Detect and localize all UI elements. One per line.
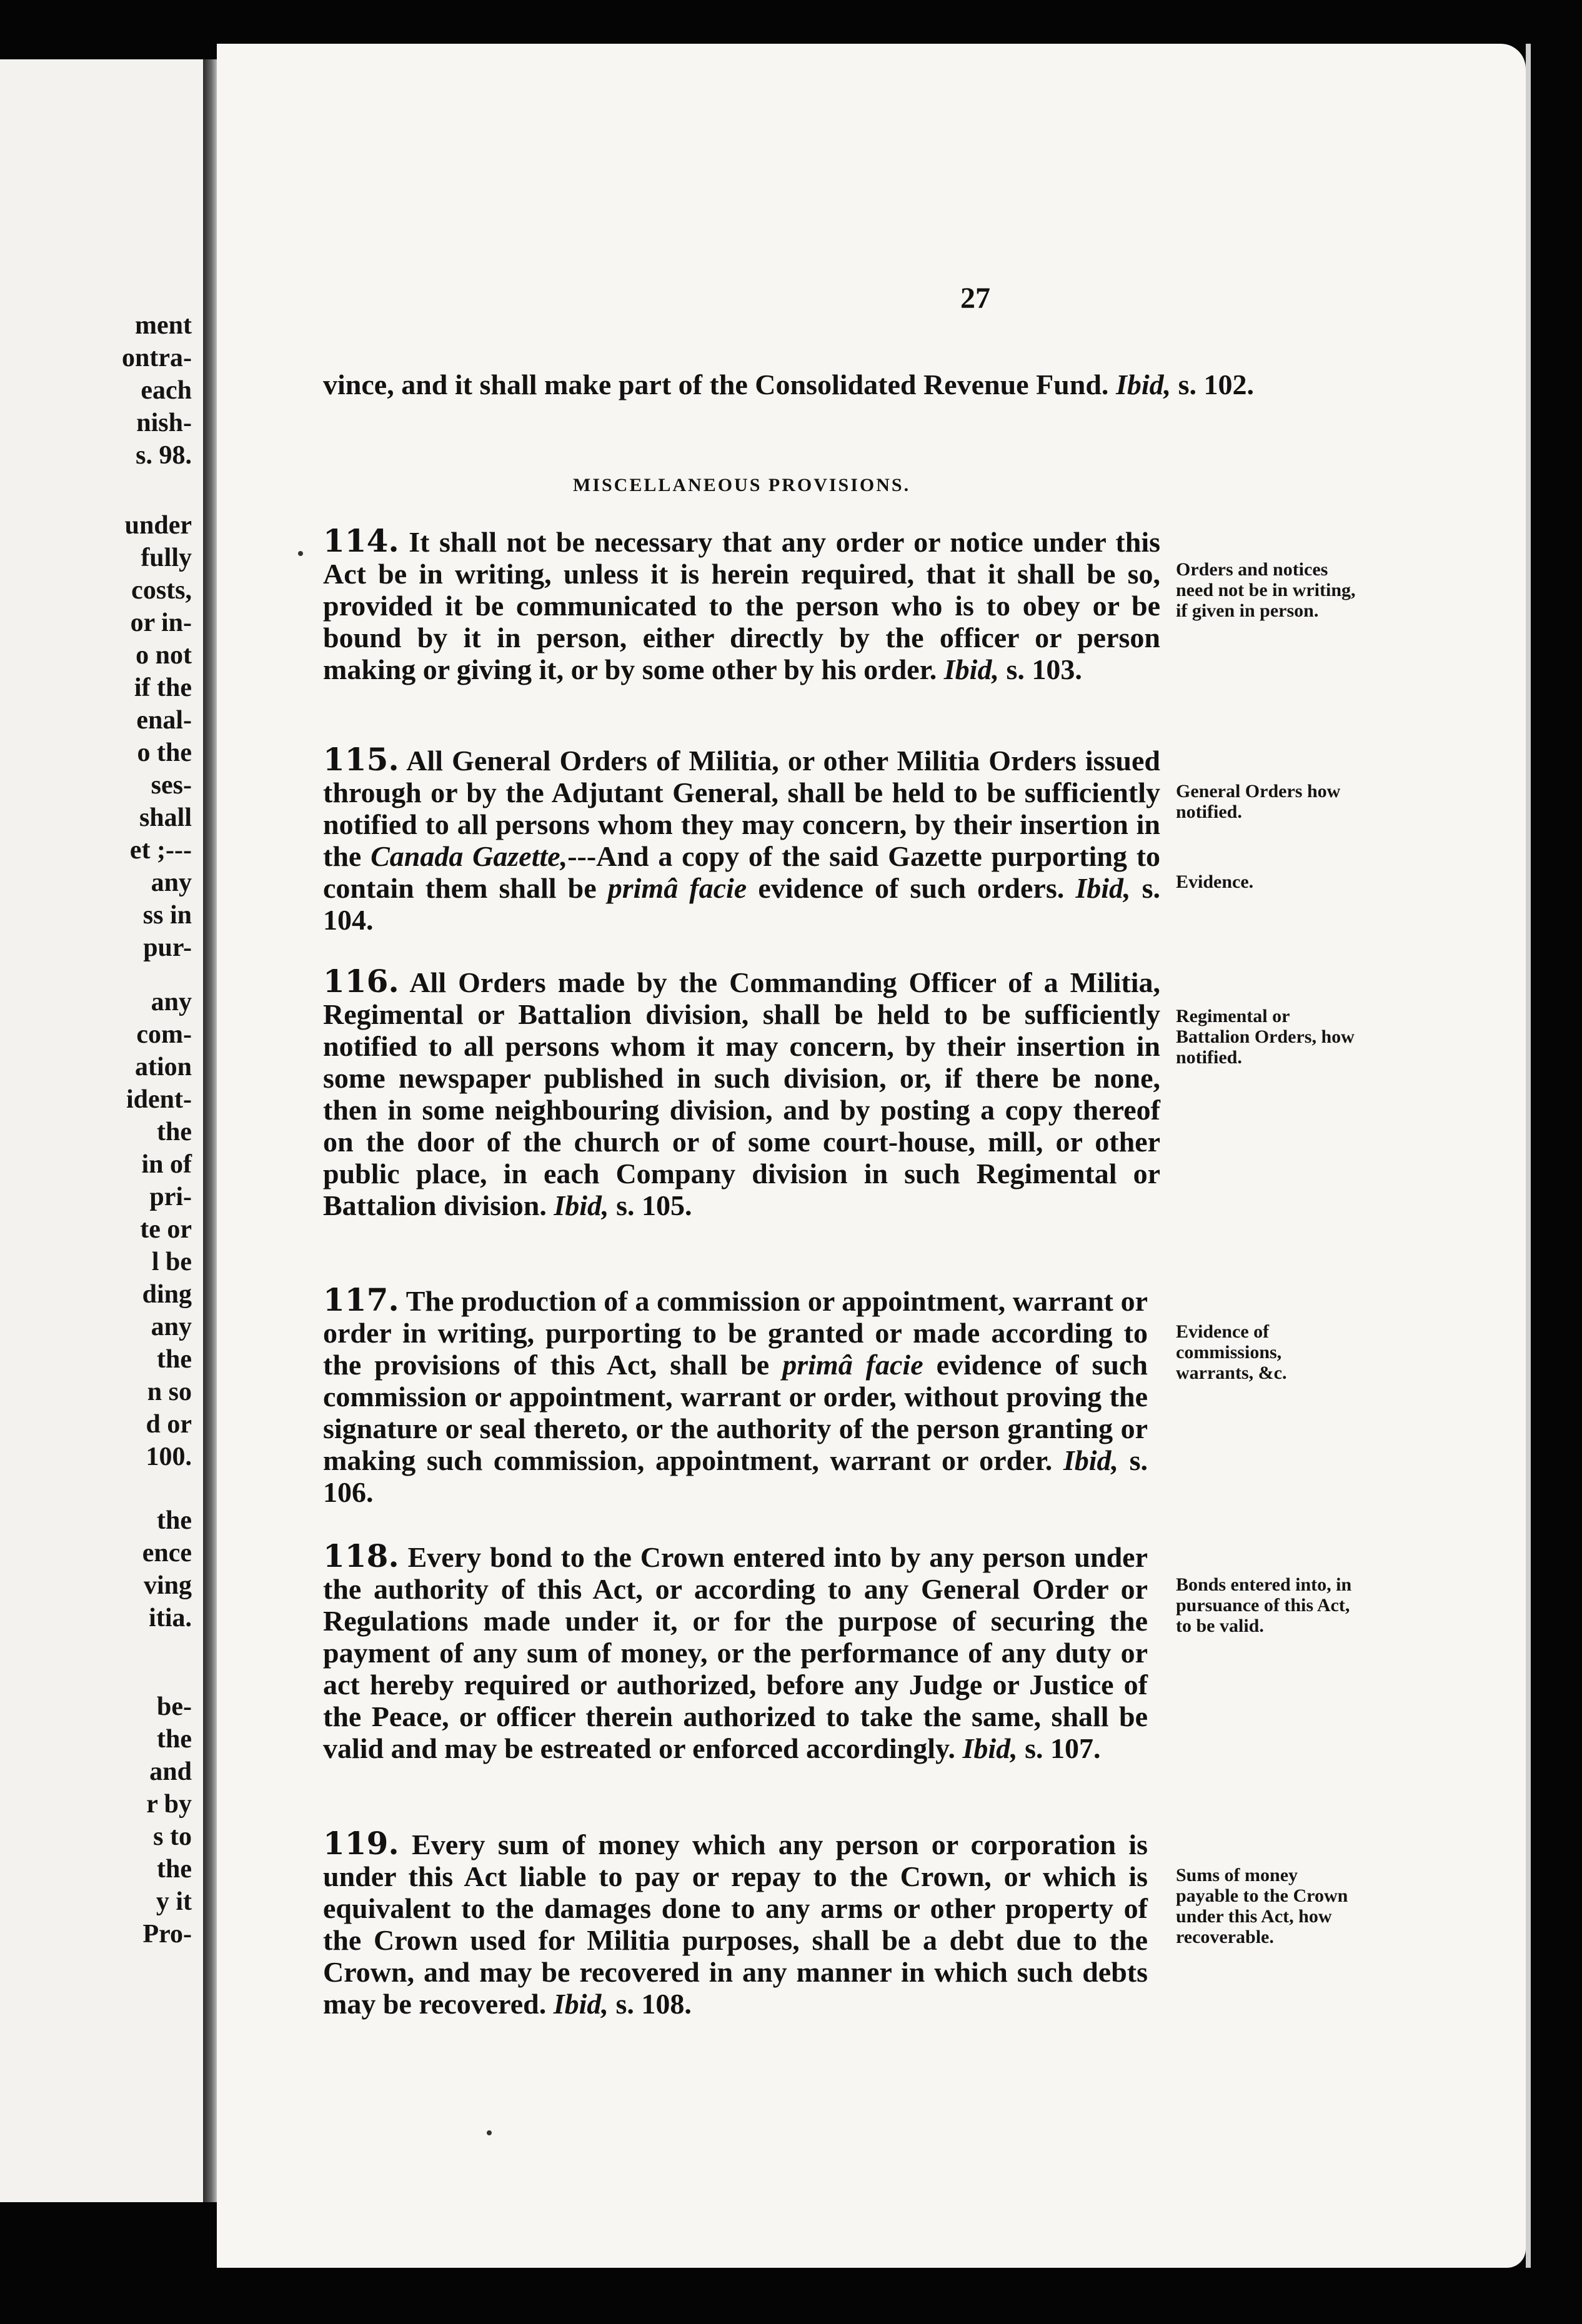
left-page-line: ment <box>135 311 192 340</box>
section-number: 119. <box>323 1825 399 1862</box>
print-speck <box>298 551 303 556</box>
left-page-line: ss in <box>142 901 192 930</box>
right-page <box>217 44 1526 2268</box>
left-page-line: ation <box>134 1053 192 1081</box>
left-page-line: l be <box>151 1248 192 1276</box>
left-page-line: Pro- <box>142 1920 192 1949</box>
section-117 <box>323 1281 1148 1508</box>
section-number: 114. <box>323 522 399 559</box>
left-page-line: y it <box>156 1887 192 1916</box>
section-text: Every bond to the Crown entered into by any person under the authority of this Act, or according to any General Order or Regulations made under it, or for the purpose of securing the payment of any sum of money, or the performance of any duty or act hereby required or authorized, before any Judge or Justice of the Peace, or officer therein authorized to take the same, shall be valid and may be estreated or enforced accordingly. <box>323 1541 1148 1764</box>
left-page-line: any <box>151 988 192 1016</box>
page-edge <box>1526 44 1531 2268</box>
left-page-line: under <box>124 511 192 540</box>
section-114 <box>323 522 1160 685</box>
left-page-line: d or <box>146 1410 192 1439</box>
margin-note-114: Orders and notices need not be in writing, if given in person. <box>1176 559 1356 621</box>
left-page-line: if the <box>134 673 192 702</box>
section-number: 118. <box>323 1537 399 1574</box>
left-page-line: ding <box>142 1280 192 1309</box>
left-page-line: any <box>151 1313 192 1341</box>
section-119 <box>323 1827 1148 2020</box>
intro-paragraph <box>323 369 1398 400</box>
left-page-line: the <box>157 1855 192 1884</box>
section-ref: s. 102. <box>1178 369 1255 400</box>
section-text: evidence of such commission or appointment, warrant or order, without proving the signature or seal thereto, or the authority of the person granting or making such commission, appointment, warrant or order. <box>323 1349 1148 1476</box>
intro-text: vince, and it shall make part of the Consolidated Revenue Fund. <box>323 369 1109 400</box>
ibid-ref: Ibid, <box>943 653 999 685</box>
ibid-ref: Ibid, <box>1075 872 1131 904</box>
left-page-line: nish- <box>136 409 192 437</box>
print-speck <box>487 2130 492 2135</box>
book-gutter <box>203 59 217 2202</box>
left-page-line: itia. <box>149 1604 192 1632</box>
left-page-line: shall <box>139 803 192 832</box>
italic-text: primâ facie <box>782 1349 923 1381</box>
left-page-line: any <box>151 868 192 897</box>
left-page-line: com- <box>136 1020 192 1049</box>
ibid-ref: Ibid, <box>1063 1444 1119 1476</box>
left-page-line: n so <box>147 1378 192 1406</box>
left-page-line: the <box>157 1725 192 1754</box>
left-page-fragment <box>0 59 203 2202</box>
left-page-line: ence <box>142 1539 192 1567</box>
section-number: 117. <box>323 1281 399 1318</box>
left-page-line: r by <box>146 1790 192 1819</box>
left-page-line: o the <box>137 738 192 767</box>
section-text: All General Orders of Militia, or other Militia Orders issued through or by the Adjutant General, shall be held to be sufficiently notified to all persons whom they may concern, by their insertion in the <box>323 745 1160 872</box>
left-page-line: 100. <box>146 1443 192 1471</box>
left-page-line: each <box>141 376 192 405</box>
section-ref: s. 104. <box>323 872 1161 936</box>
section-heading: MISCELLANEOUS PROVISIONS. <box>573 475 911 495</box>
left-page-line: the <box>157 1506 192 1535</box>
left-page-line: te or <box>140 1215 192 1244</box>
left-page-line: be- <box>157 1692 192 1721</box>
italic-text: primâ facie <box>607 872 747 904</box>
section-ref: s. 103. <box>1006 653 1082 685</box>
left-page-line: s to <box>153 1822 192 1851</box>
ibid-ref: Ibid, <box>553 1988 609 2020</box>
margin-note-evidence: Evidence. <box>1176 872 1254 892</box>
section-number: 115. <box>323 741 399 778</box>
left-page-line: pur- <box>143 933 192 962</box>
section-ref: s. 107. <box>1025 1732 1101 1764</box>
left-page-line: enal- <box>136 706 192 735</box>
section-text: All Orders made by the Commanding Officer of a Militia, Regimental or Battalion division, shall be held to be sufficiently notified to all persons whom it may concern, by their insertion in some newspaper published in such division, or, if there be none, then in some neighbouring division, and by posting a copy thereof on the door of the church or of some court-house, mill, or other public place, in each Company division in such Regimental or Battalion division. <box>323 966 1160 1221</box>
left-page-line: ident- <box>126 1085 192 1114</box>
section-ref: s. 108. <box>615 1988 692 2020</box>
left-page-line: ses- <box>151 771 192 800</box>
section-text: Every sum of money which any person or corporation is under this Act liable to pay or repay to the Crown, or which is equivalent to the damages done to any arms or other property of the Crown used for Militia purposes, shall be a debt due to the Crown, and may be recovered in any manner in which such debts may be recovered. <box>323 1829 1148 2020</box>
section-ref: s. 105. <box>616 1189 692 1221</box>
section-text: evidence of such orders. <box>758 872 1065 904</box>
left-page-line: fully <box>141 544 192 572</box>
left-page-line: o not <box>136 641 192 670</box>
margin-note-118: Bonds entered into, in pursuance of this Act, to be valid. <box>1176 1574 1352 1636</box>
left-page-line: ving <box>143 1571 192 1600</box>
margin-note-119: Sums of money payable to the Crown under this Act, how recoverable. <box>1176 1865 1348 1947</box>
left-page-line: s. 98. <box>136 441 192 470</box>
left-page-line: the <box>157 1118 192 1146</box>
section-text: It shall not be necessary that any order or notice under this Act be in writing, unless it is herein required, that it shall be so, provided it be communicated to the person who is to obey or be bound by it in person, either directly by the officer or person making or giving it, or by some other by his order. <box>323 526 1160 685</box>
section-number: 116. <box>323 963 399 1000</box>
margin-note-116: Regimental or Battalion Orders, how notified. <box>1176 1006 1355 1068</box>
ibid-ref: Ibid, <box>554 1189 609 1221</box>
left-page-line: the <box>157 1345 192 1374</box>
page-number: 27 <box>960 282 990 315</box>
section-text: ---And a copy of the said Gazette purporting to contain them shall be <box>323 840 1161 904</box>
left-page-line: in of <box>141 1150 192 1179</box>
section-116 <box>323 965 1160 1221</box>
left-page-line: ontra- <box>122 344 192 372</box>
section-ref: s. 106. <box>323 1444 1148 1508</box>
left-page-line: et ;--- <box>129 836 192 865</box>
ibid-ref: Ibid, <box>962 1732 1018 1764</box>
left-page-line: and <box>149 1757 192 1786</box>
left-page-line: or in- <box>130 608 192 637</box>
section-118 <box>323 1537 1148 1764</box>
left-page-line: costs, <box>131 576 192 605</box>
left-page-line: pri- <box>149 1183 192 1211</box>
margin-note-117: Evidence of commissions, warrants, &c. <box>1176 1321 1287 1383</box>
section-115 <box>323 743 1160 936</box>
margin-note-115: General Orders how notified. <box>1176 781 1341 822</box>
ibid-ref: Ibid, <box>1115 369 1172 400</box>
section-text: The production of a commission or appointment, warrant or order in writing, purporting to be granted or made according to the provisions of this Act, shall be <box>323 1285 1148 1381</box>
italic-text: Canada Gazette, <box>371 840 568 872</box>
